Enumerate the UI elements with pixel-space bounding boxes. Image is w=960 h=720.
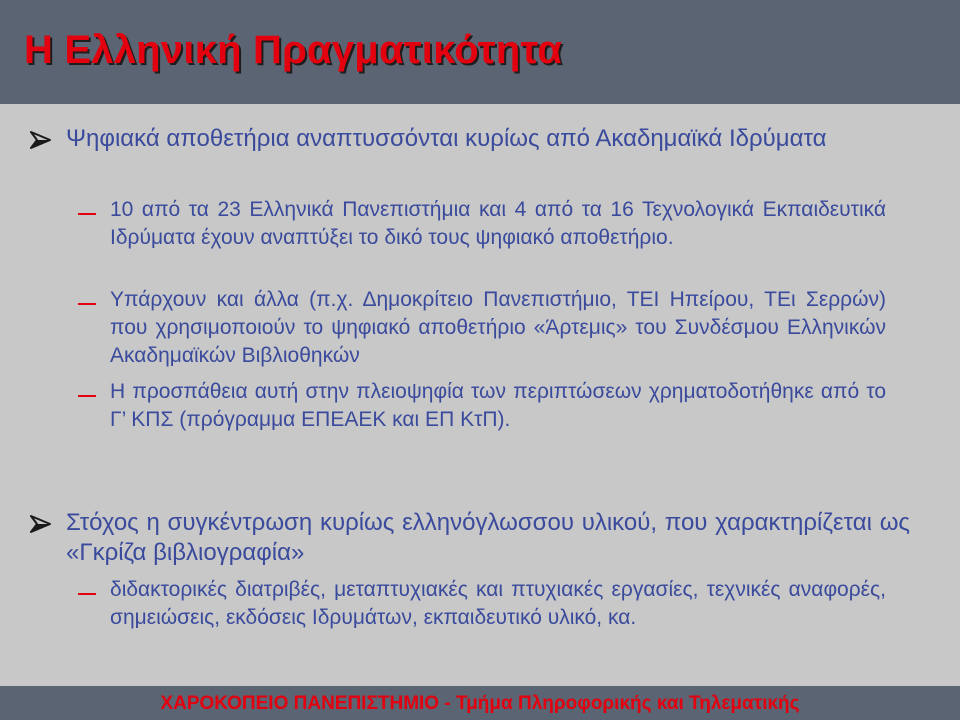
bullet-item-1 bbox=[30, 124, 910, 154]
bullet-text: Ψηφιακά αποθετήρια αναπτυσσόνται κυρίως από Ακαδημαϊκά Ιδρύματα bbox=[66, 125, 827, 152]
arrow-bullet-icon bbox=[30, 514, 54, 536]
title-bar bbox=[0, 0, 960, 104]
dash-bullet-icon bbox=[78, 593, 96, 595]
dash-bullet-icon bbox=[78, 213, 96, 215]
arrow-bullet-icon bbox=[30, 130, 54, 152]
dash-bullet-icon bbox=[78, 303, 96, 305]
bullet-text: Στόχος η συγκέντρωση κυρίως ελληνόγλωσσου υλικού, που χαρακτηρίζεται ως «Γκρίζα βιβλιογραφία» bbox=[66, 509, 910, 566]
footer-text: ΧΑΡΟΚΟΠΕΙΟ ΠΑΝΕΠΙΣΤΗΜΙΟ - Τμήμα Πληροφορικής και Τηλεματικής bbox=[160, 693, 800, 714]
sub-item-3 bbox=[78, 378, 886, 434]
slide-content bbox=[0, 104, 960, 686]
sub-item-4 bbox=[78, 576, 886, 632]
sub-item-2 bbox=[78, 286, 886, 370]
sub-text: διδακτορικές διατριβές, μεταπτυχιακές και πτυχιακές εργασίες, τεχνικές αναφορές, σημειώσεις, εκδόσεις Ιδρυμάτων, εκπαιδευτικό υλικό, κα. bbox=[110, 578, 886, 629]
sub-text: 10 από τα 23 Ελληνικά Πανεπιστήμια και 4 από τα 16 Τεχνολογικά Εκπαιδευτικά Ιδρύματα έχουν αναπτύξει το δικό τους ψηφιακό αποθετήριο. bbox=[110, 198, 886, 249]
footer-bar bbox=[0, 686, 960, 720]
sub-item-1 bbox=[78, 196, 886, 252]
dash-bullet-icon bbox=[78, 395, 96, 397]
bullet-item-2 bbox=[30, 508, 910, 568]
sub-text: Υπάρχουν και άλλα (π.χ. Δημοκρίτειο Πανεπιστήμιο, ΤΕΙ Ηπείρου, ΤΕι Σερρών) που χρησιμοποιούν το ψηφιακό αποθετήριο «Άρτεμις» του Συνδέσμου Ελληνικών Ακαδημαϊκών Βιβλιοθηκών bbox=[110, 288, 886, 367]
slide-title: Η Ελληνική Πραγματικότητα bbox=[24, 28, 563, 72]
sub-text: Η προσπάθεια αυτή στην πλειοψηφία των περιπτώσεων χρηματοδοτήθηκε από το Γ’ ΚΠΣ (πρόγραμμα ΕΠΕΑΕΚ και ΕΠ ΚτΠ). bbox=[110, 380, 886, 431]
